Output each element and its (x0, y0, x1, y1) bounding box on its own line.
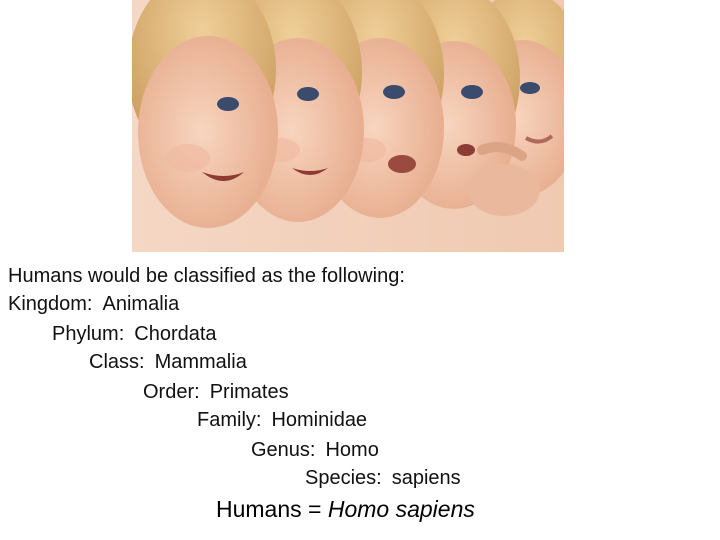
rank-label: Species: (305, 467, 382, 489)
taxonomy-genus (251, 438, 379, 462)
taxonomy-class (89, 350, 247, 374)
rank-value: Animalia (102, 293, 180, 315)
taxonomy-phylum (52, 322, 217, 346)
taxonomy-order (143, 380, 289, 404)
taxonomy-kingdom (8, 292, 179, 316)
baby-faces-illustration (132, 0, 564, 252)
rank-label: Phylum: (52, 323, 125, 345)
rank-value: Mammalia (154, 351, 247, 373)
scientific-name: Homo sapiens (327, 496, 475, 522)
baby-faces-photo (132, 0, 564, 252)
conclusion-prefix: Humans = (216, 496, 328, 522)
conclusion-line (216, 494, 475, 524)
rank-value: sapiens (391, 467, 461, 489)
rank-label: Kingdom: (8, 293, 93, 315)
rank-label: Order: (143, 381, 200, 403)
intro-text: Humans would be classified as the following: (8, 265, 405, 287)
rank-value: Homo (325, 439, 379, 461)
rank-value: Primates (209, 381, 289, 403)
rank-label: Family: (197, 409, 262, 431)
rank-label: Class: (89, 351, 145, 373)
rank-label: Genus: (251, 439, 316, 461)
taxonomy-species (305, 466, 461, 490)
rank-value: Hominidae (271, 409, 368, 431)
rank-value: Chordata (134, 323, 217, 345)
taxonomy-family (197, 408, 367, 432)
